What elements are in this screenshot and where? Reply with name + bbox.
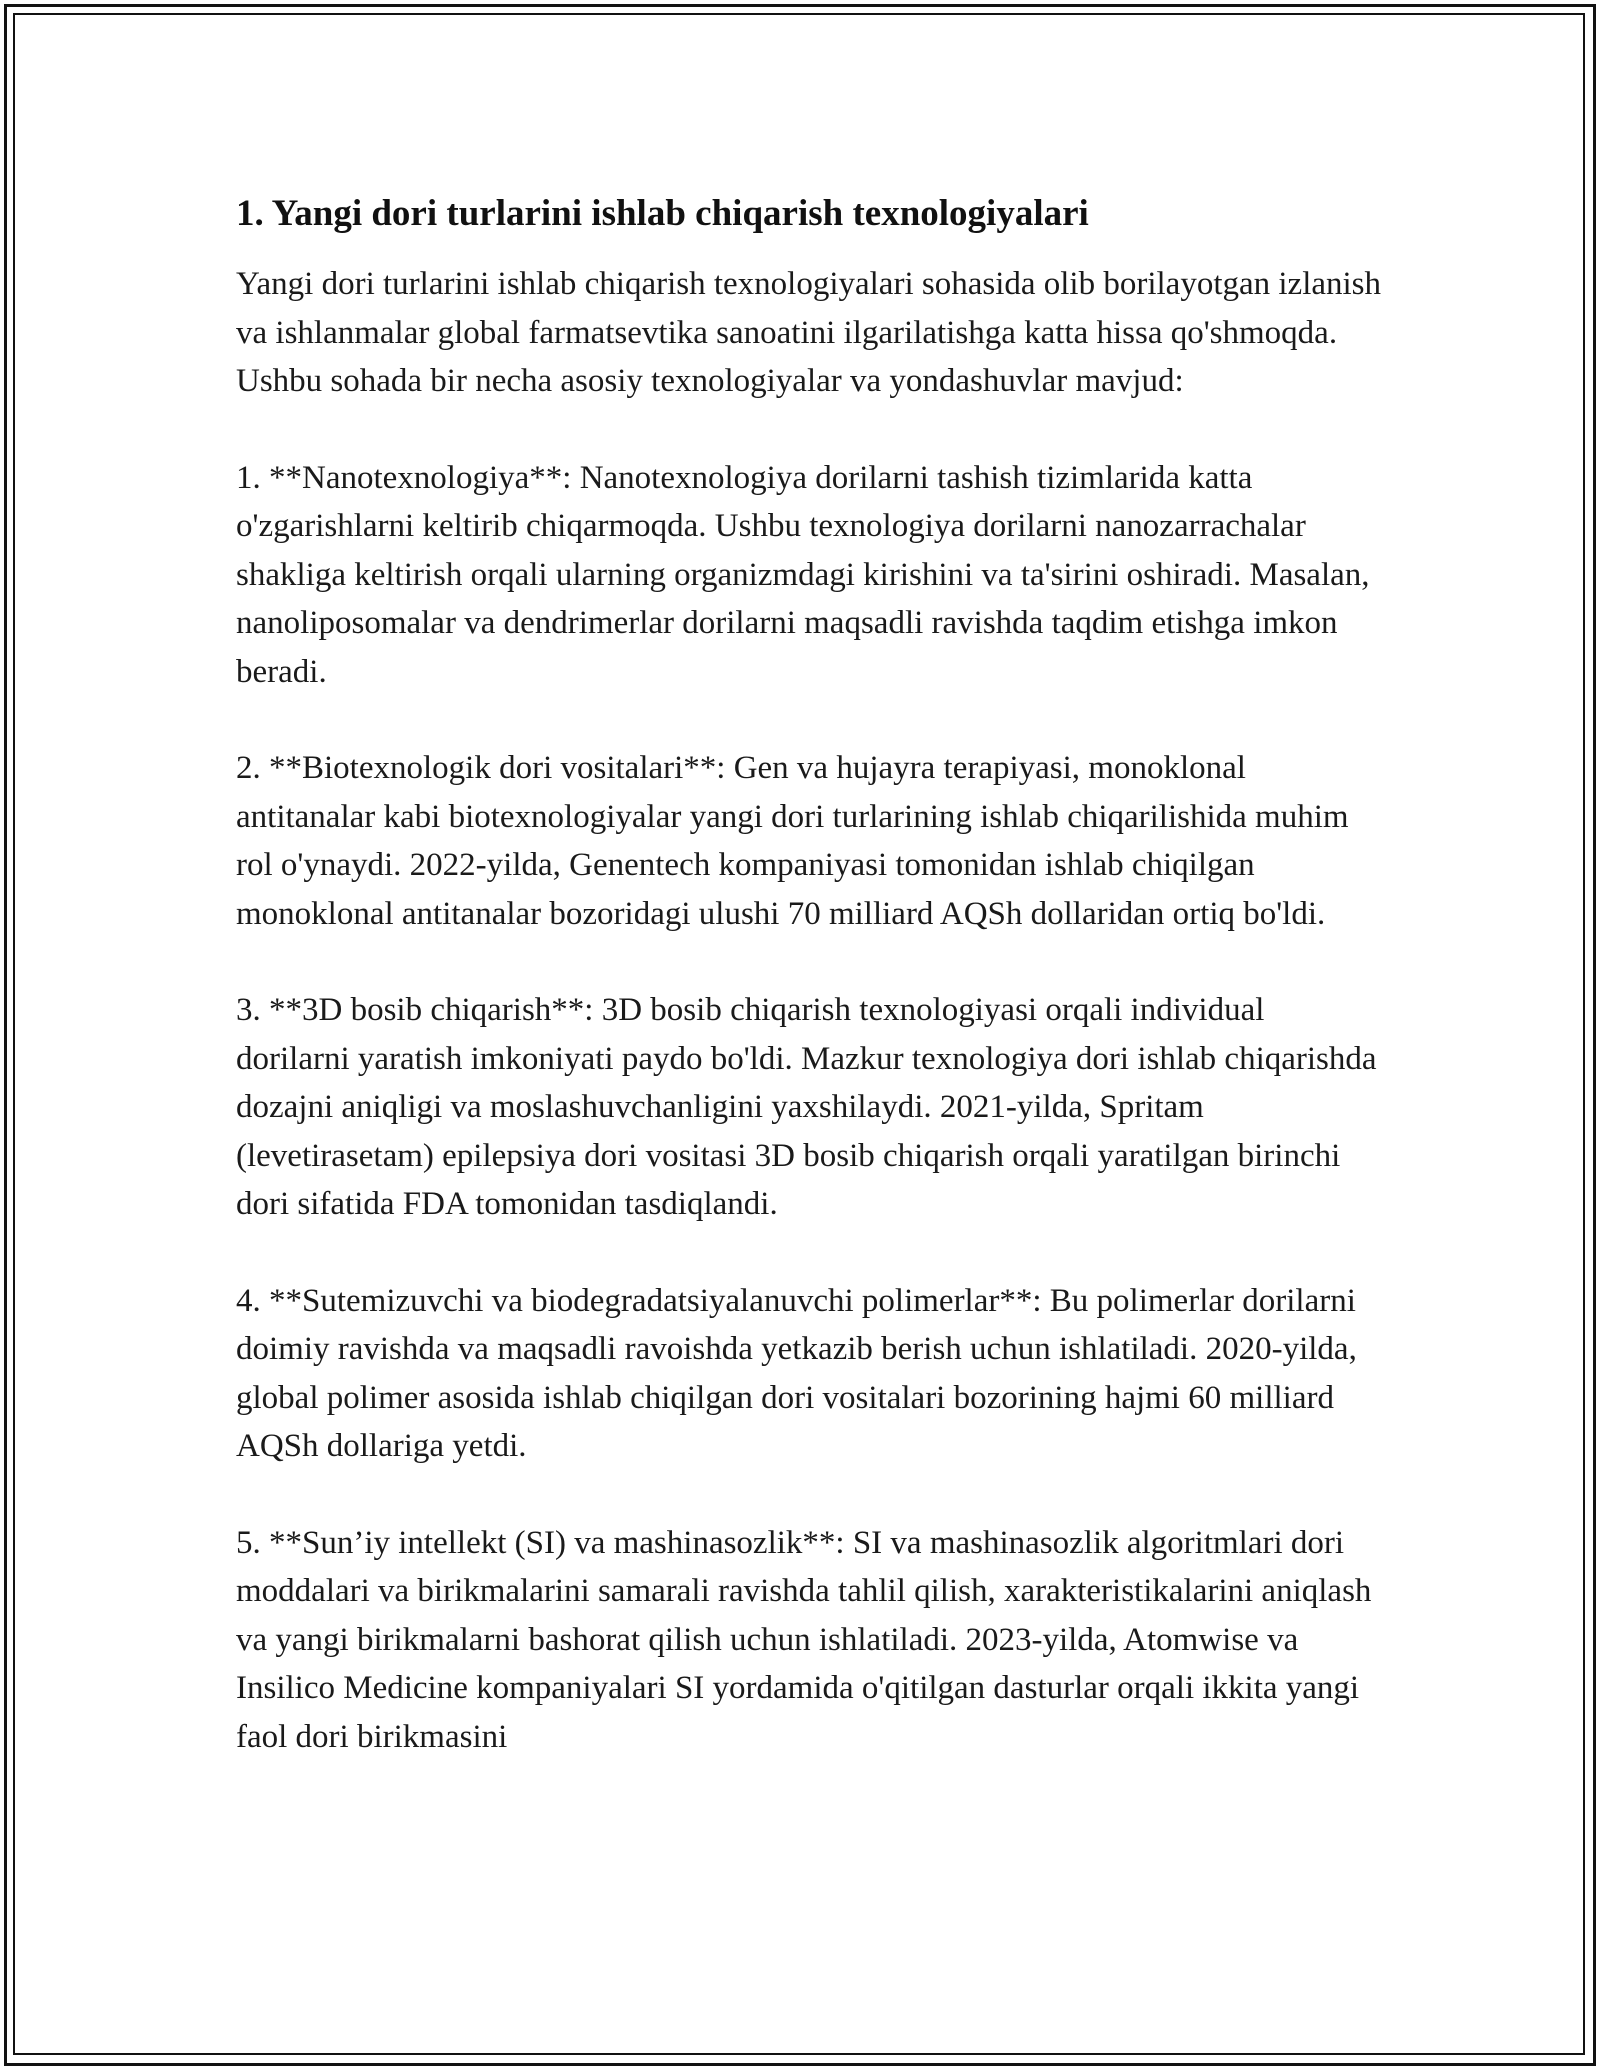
intro-paragraph: Yangi dori turlarini ishlab chiqarish texnologiyalari sohasida olib borilayotgan izlanish va ishlanmalar global farmatsevtika sanoatini ilgarilatishga katta hissa qo'shmoqda. Ushbu sohada bir necha asosiy texnologiyalar va yondashuvlar mavjud: (236, 266, 1382, 399)
document-body (236, 186, 1386, 1809)
paragraph-3d-printing: 3. **3D bosib chiqarish**: 3D bosib chiqarish texnologiyasi orqali individual dorilarni yaratish imkoniyati paydo bo'ldi. Mazkur texnologiya dori ishlab chiqarishda dozajni aniqligi va moslashuvchanligini yaxshilaydi. 2021-yilda, Spritam (levetirasetam) epilepsiya dori vositasi 3D bosib chiqarish orqali yaratilgan birinchi dori sifatida FDA tomonidan tasdiqlandi. (236, 992, 1377, 1222)
paragraph-artificial-intelligence: 5. **Sun’iy intellekt (SI) va mashinasozlik**: SI va mashinasozlik algoritmlari dori moddalari va birikmalarini samarali ravishda tahlil qilish, xarakteristikalarini aniqlash va yangi birikmalarni bashorat qilish uchun ishlatiladi. 2023-yilda, Atomwise va Insilico Medicine kompaniyalari SI yordamida o'qitilgan dasturlar orqali ikkita yangi faol dori birikmasini (236, 1524, 1372, 1755)
section-title: 1. Yangi dori turlarini ishlab chiqarish texnologiyalari (236, 193, 1089, 234)
paragraph-polymers: 4. **Sutemizuvchi va biodegradatsiyalanuvchi polimerlar**: Bu polimerlar dorilarni doimiy ravishda va maqsadli ravoishda yetkazib berish uchun ishlatiladi. 2020-yilda, global polimer asosida ishlab chiqilgan dori vositalari bozorining hajmi 60 milliard AQSh dollariga yetdi. (236, 1282, 1357, 1464)
paragraph-biotechnology: 2. **Biotexnologik dori vositalari**: Gen va hujayra terapiyasi, monoklonal antitanalar kabi biotexnologiyalar yangi dori turlarining ishlab chiqarilishida muhim rol o'ynaydi. 2022-yilda, Genentech kompaniyasi tomonidan ishlab chiqilgan monoklonal antitanalar bozoridagi ulushi 70 milliard AQSh dollaridan ortiq bo'ldi. (236, 750, 1349, 932)
paragraph-nanotechnology: 1. **Nanotexnologiya**: Nanotexnologiya dorilarni tashish tizimlarida katta o'zgarishlarni keltirib chiqarmoqda. Ushbu texnologiya dorilarni nanozarrachalar shakliga keltirish orqali ularning organizmdagi kirishini va ta'sirini oshiradi. Masalan, nanoliposomalar va dendrimerlar dorilarni maqsadli ravishda taqdim etishga imkon beradi. (236, 459, 1370, 690)
